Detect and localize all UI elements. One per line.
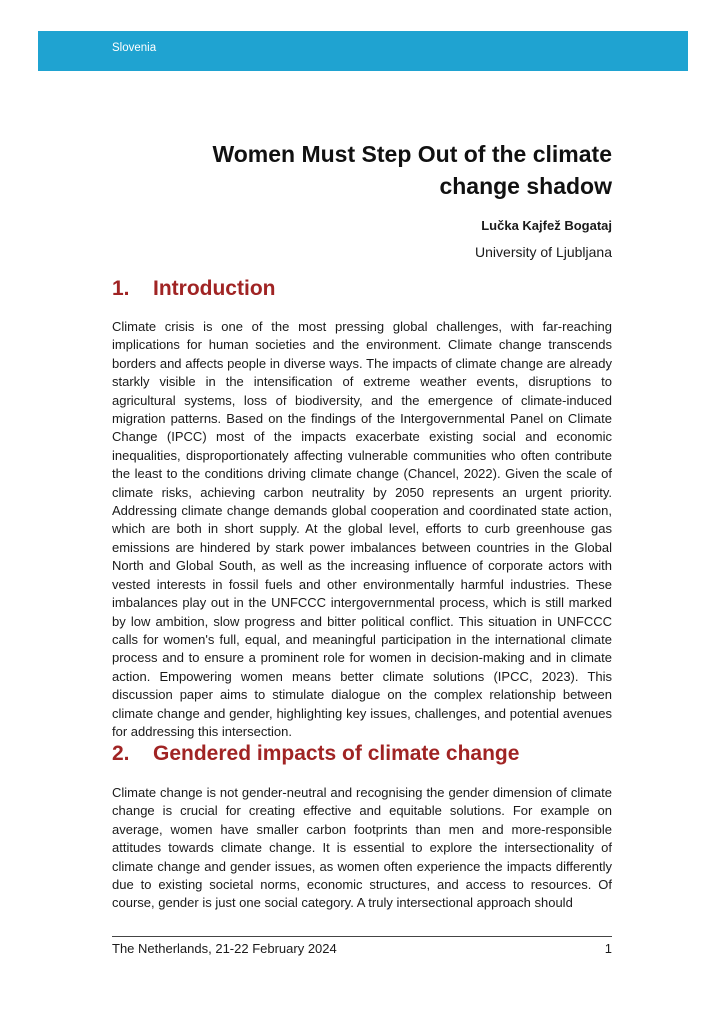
- section-heading-introduction: [112, 277, 275, 301]
- section-number: 2.: [112, 742, 130, 765]
- section-body-introduction: Climate crisis is one of the most pressing global challenges, with far-reaching implications for human societies and the environment. Climate change transcends borders and affects people in diverse ways. The impacts of climate change are already starkly visible in the intensification of extreme weather events, disruptions to agricultural systems, loss of biodiversity, and the emergence of climate-induced migration patterns. Based on the findings of the Intergovernmental Panel on Climate Change (IPCC) most of the impacts exacerbate existing social and economic inequalities, disproportionately affecting vulnerable communities who often contribute the least to the conditions driving climate change (Chancel, 2022). Given the scale of climate risks, achieving carbon neutrality by 2050 represents an urgent priority. Addressing climate change demands global cooperation and coordinated state action, which are both in short supply. At the global level, efforts to curb greenhouse gas emissions are hindered by stark power imbalances between countries in the Global North and Global South, as well as the increasing influence of corporate actors with vested interests in fossil fuels and other environmentally harmful industries. These imbalances play out in the UNFCCC intergovernmental process, which is still marked by low ambition, slow progress and bitter political conflict. This situation in UNFCCC calls for women's full, equal, and meaningful participation in the international climate process and to ensure a prominent role for women in decision-making and in climate action. Empowering women means better climate solutions (IPCC, 2023). This discussion paper aims to stimulate dialogue on the complex relationship between climate change and gender, highlighting key issues, challenges, and potential avenues for addressing this intersection.: [112, 319, 612, 739]
- author-name: Lučka Kajfež Bogataj: [481, 218, 612, 233]
- footer-divider: [112, 936, 612, 937]
- section-title: Gendered impacts of climate change: [153, 742, 520, 765]
- header-country: Slovenia: [112, 42, 157, 54]
- section-number: 1.: [112, 277, 130, 300]
- section-title: Introduction: [153, 277, 276, 300]
- section-body-gendered-impacts: Climate change is not gender-neutral and recognising the gender dimension of climate change is crucial for creating effective and equitable solutions. For example on average, women have smaller carbon footprints than men and more-responsible attitudes towards climate change. It is essential to explore the intersectionality of climate change and gender issues, as women often experience the impacts differently due to existing societal norms, economic structures, and access to resources. Of course, gender is just one social category. A truly intersectional approach should: [112, 785, 612, 911]
- page-number: 1: [604, 941, 612, 956]
- footer-event: The Netherlands, 21-22 February 2024: [112, 941, 337, 956]
- header-bar: [38, 31, 688, 71]
- document-title: Women Must Step Out of the climate change shadow: [212, 141, 612, 199]
- section-heading-gendered-impacts: [112, 742, 519, 766]
- author-affiliation: University of Ljubljana: [475, 244, 612, 260]
